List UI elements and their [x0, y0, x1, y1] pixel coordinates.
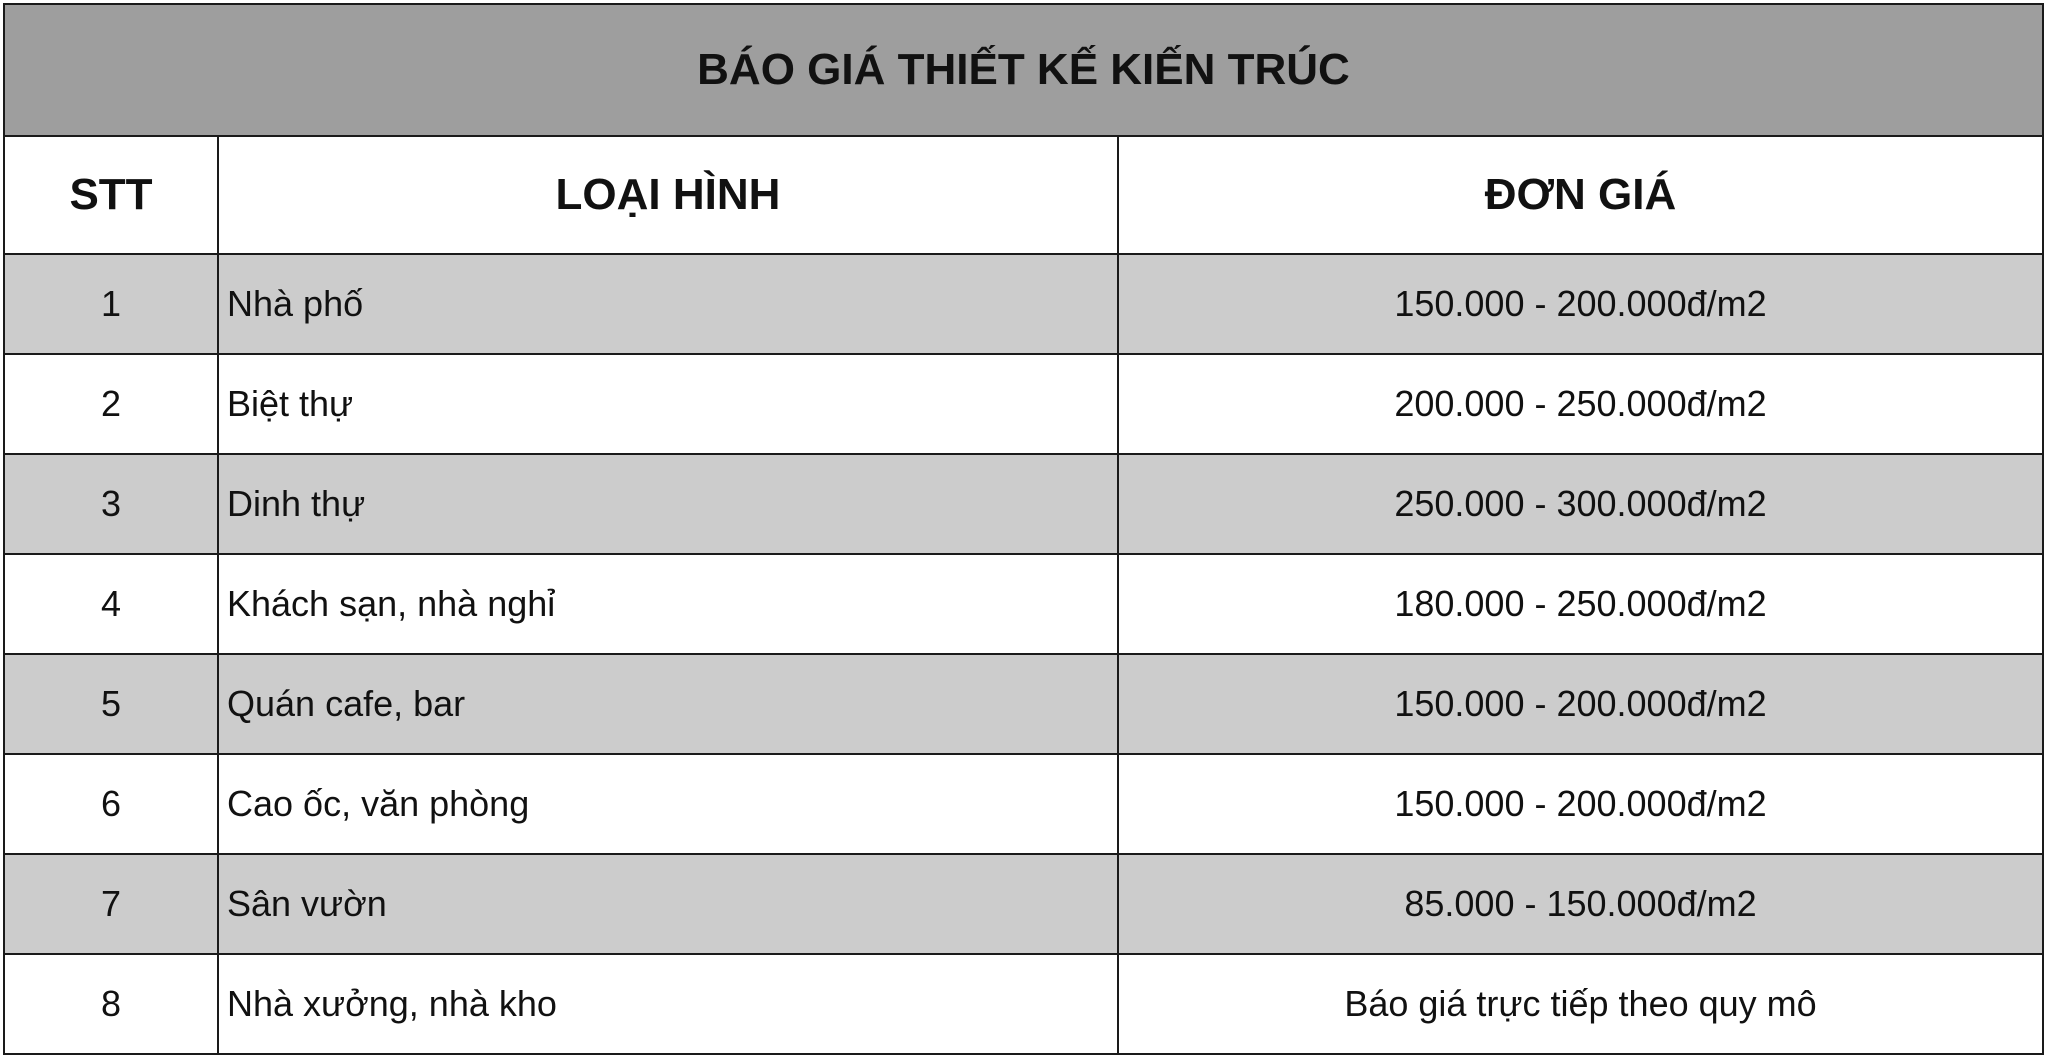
header-row: [4, 136, 2043, 254]
row-price: 250.000 - 300.000đ/m2: [1118, 454, 2043, 554]
table-row: [4, 454, 2043, 554]
row-type: Nhà phố: [218, 254, 1118, 354]
header-stt: STT: [4, 136, 218, 254]
row-type: Quán cafe, bar: [218, 654, 1118, 754]
row-stt: 8: [4, 954, 218, 1054]
table-row: [4, 554, 2043, 654]
table-row: [4, 954, 2043, 1054]
row-price: 200.000 - 250.000đ/m2: [1118, 354, 2043, 454]
row-price: 150.000 - 200.000đ/m2: [1118, 254, 2043, 354]
table-title: BÁO GIÁ THIẾT KẾ KIẾN TRÚC: [4, 4, 2043, 136]
row-type: Nhà xưởng, nhà kho: [218, 954, 1118, 1054]
header-type: LOẠI HÌNH: [218, 136, 1118, 254]
row-stt: 5: [4, 654, 218, 754]
table-row: [4, 854, 2043, 954]
row-type: Khách sạn, nhà nghỉ: [218, 554, 1118, 654]
row-stt: 1: [4, 254, 218, 354]
row-price: Báo giá trực tiếp theo quy mô: [1118, 954, 2043, 1054]
row-type: Dinh thự: [218, 454, 1118, 554]
row-type: Biệt thự: [218, 354, 1118, 454]
table-row: [4, 754, 2043, 854]
row-price: 150.000 - 200.000đ/m2: [1118, 754, 2043, 854]
row-stt: 2: [4, 354, 218, 454]
row-type: Cao ốc, văn phòng: [218, 754, 1118, 854]
title-row: [4, 4, 2043, 136]
row-type: Sân vườn: [218, 854, 1118, 954]
row-price: 180.000 - 250.000đ/m2: [1118, 554, 2043, 654]
row-stt: 4: [4, 554, 218, 654]
row-stt: 3: [4, 454, 218, 554]
row-price: 150.000 - 200.000đ/m2: [1118, 654, 2043, 754]
header-price: ĐƠN GIÁ: [1118, 136, 2043, 254]
row-stt: 6: [4, 754, 218, 854]
table-row: [4, 354, 2043, 454]
price-table: [3, 3, 2044, 1055]
table-row: [4, 654, 2043, 754]
row-price: 85.000 - 150.000đ/m2: [1118, 854, 2043, 954]
row-stt: 7: [4, 854, 218, 954]
table-row: [4, 254, 2043, 354]
